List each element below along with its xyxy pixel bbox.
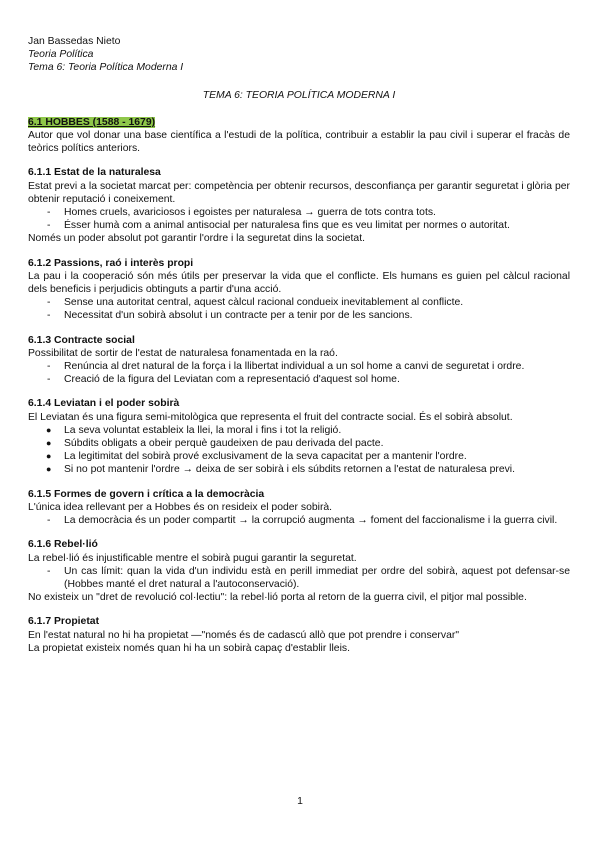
list-item: ● La seva voluntat estableix la llei, la moral i fins i tot la religió. — [46, 424, 342, 436]
list-item: - Ésser humà com a animal antisocial per naturalesa fins que es veu limitat per normes o autoritat. — [47, 220, 510, 232]
section-heading: 6.1 HOBBES (1588 - 1679) — [28, 116, 156, 128]
list-item: - Un cas límit: quan la vida d'un individu està en perill immediat per ordre del sobirà, aquest pot defensar-se (Hobbes manté el dret natural a l'autoconservació). — [47, 565, 570, 590]
subsection-heading: 6.1.6 Rebel·lió — [28, 539, 98, 551]
section-intro: Autor que vol donar una base científica a l'estudi de la política, contribuir a establir la pau civil i superar el fracàs de teòrics polítics anteriors. — [28, 130, 570, 155]
document-page — [28, 35, 570, 655]
paragraph: El Leviatan és una figura semi-mitològica que representa el fruit del contracte social. És el sobirà absolut. — [28, 411, 513, 423]
author-name: Jan Bassedas Nieto — [28, 36, 121, 47]
subsection-heading: 6.1.4 Leviatan i el poder sobirà — [28, 398, 180, 410]
paragraph: La pau i la cooperació són més útils per preservar la vida que el conflicte. Els humans es guien pel càlcul racional dels beneficis i perjudicis obtinguts a partir d'una acció. — [28, 270, 570, 296]
list-item: - Homes cruels, avariciosos i egoistes per naturalesa → guerra de tots contra tots. — [47, 207, 436, 219]
bullet-list — [28, 424, 570, 477]
list-item: ● La legitimitat del sobirà prové exclusivament de la seva capacitat per a mantenir l'ordre. — [46, 451, 467, 463]
paragraph: En l'estat natural no hi ha propietat —"només és de cadascú allò que pot prendre i conservar" — [28, 629, 460, 641]
document-title: TEMA 6: TEORIA POLÍTICA MODERNA I — [202, 89, 396, 101]
paragraph: La propietat existeix només quan hi ha un sobirà capaç d'establir lleis. — [28, 642, 350, 654]
dash-list — [28, 565, 570, 591]
bullet-icon: ● — [46, 464, 52, 475]
list-item: - Creació de la figura del Leviatan com a representació d'aquest sol home. — [47, 374, 400, 386]
list-item: - La democràcia és un poder compartit → la corrupció augmenta → foment del faccionalisme i la guerra civil. — [47, 515, 558, 527]
list-item: ● Si no pot mantenir l'ordre → deixa de ser sobirà i els súbdits retornen a l'estat de naturalesa previ. — [46, 464, 516, 476]
topic-name: Tema 6: Teoria Política Moderna I — [28, 62, 184, 74]
list-item: - Necessitat d'un sobirà absolut i un contracte per a tenir por de les sancions. — [47, 310, 413, 322]
dash-list — [28, 206, 570, 232]
dash-list — [28, 360, 570, 386]
paragraph: Possibilitat de sortir de l'estat de naturalesa fonamentada en la raó. — [28, 347, 338, 359]
subsection-heading: 6.1.2 Passions, raó i interès propi — [28, 257, 194, 269]
paragraph: La rebel·lió és injustificable mentre el sobirà pugui garantir la seguretat. — [28, 552, 357, 564]
paragraph: No existeix un "dret de revolució col·lectiu": la rebel·lió porta al retorn de la guerra civil, el pitjor mal possible. — [28, 592, 527, 604]
page-number: 1 — [297, 796, 303, 807]
paragraph: Només un poder absolut pot garantir l'ordre i la seguretat dins la societat. — [28, 233, 365, 245]
dash-list — [28, 296, 570, 322]
subsection-heading: 6.1.5 Formes de govern i crítica a la democràcia — [28, 488, 265, 500]
dash-list — [28, 514, 570, 527]
bullet-icon: ● — [46, 438, 52, 449]
paragraph: L'única idea rellevant per a Hobbes és on resideix el poder sobirà. — [28, 501, 333, 513]
paragraph: Estat previ a la societat marcat per: competència per obtenir recursos, desconfiança per garantir seguretat i glòria per obtenir reputació i coneixement. — [28, 180, 570, 205]
course-name: Teoria Política — [28, 49, 94, 61]
subsection-heading: 6.1.3 Contracte social — [28, 334, 135, 346]
bullet-icon: ● — [46, 424, 52, 435]
list-item: - Sense una autoritat central, aquest càlcul racional condueix inevitablement al conflicte. — [47, 297, 464, 309]
subsection-heading: 6.1.1 Estat de la naturalesa — [28, 167, 161, 179]
list-item: - Renúncia al dret natural de la força i la llibertat individual a un sol home a canvi de seguretat i ordre. — [47, 361, 525, 373]
subsection-heading: 6.1.7 Propietat — [28, 616, 100, 628]
bullet-icon: ● — [46, 451, 52, 462]
list-item: ● Súbdits obligats a obeir perquè gaudeixen de pau derivada del pacte. — [46, 438, 384, 450]
